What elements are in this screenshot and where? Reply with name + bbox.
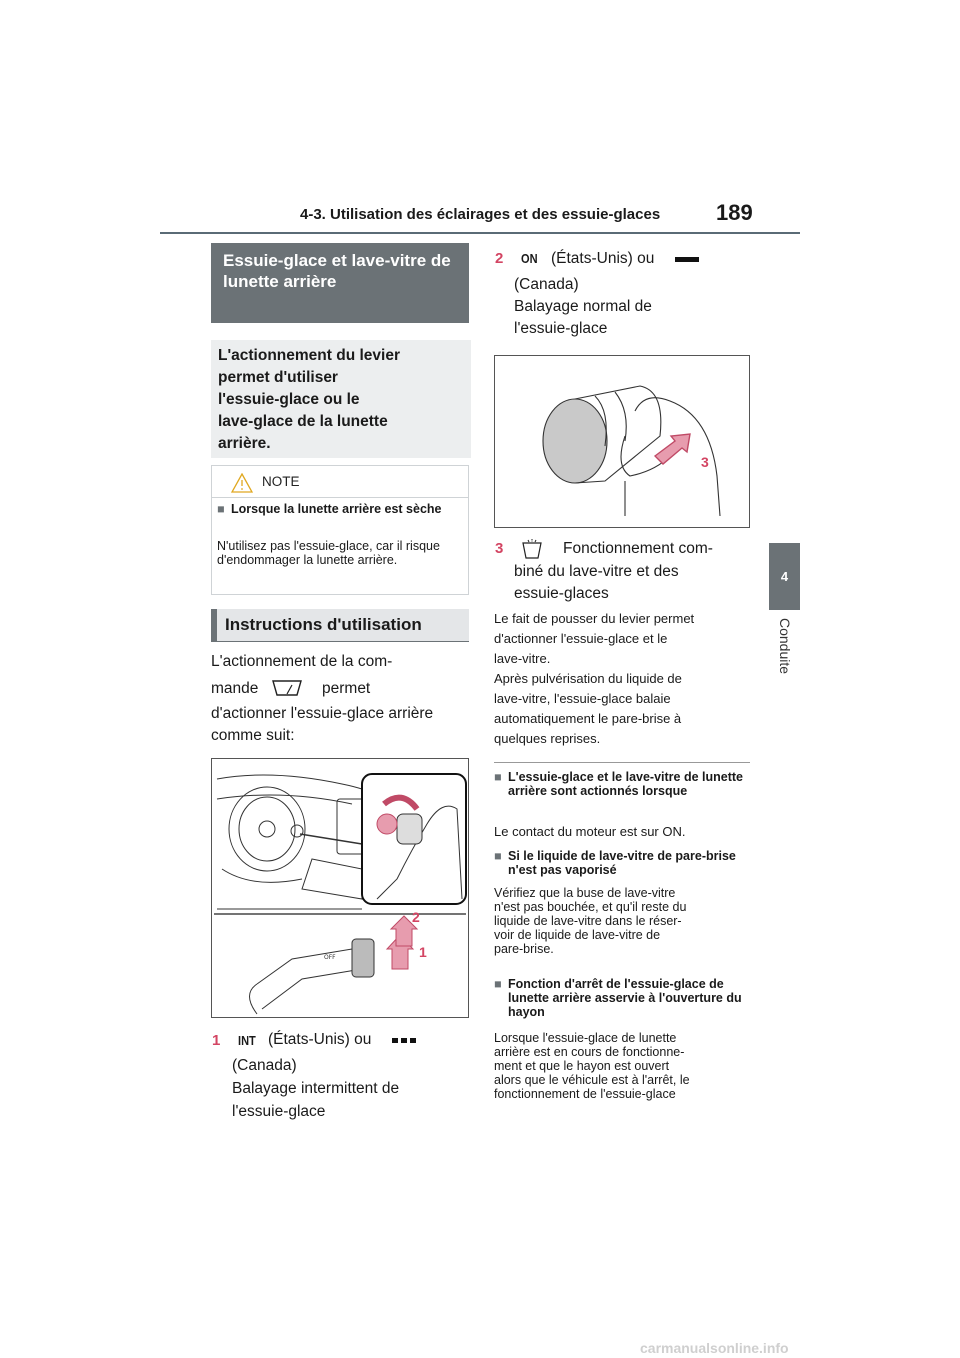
int-code-icon: INT xyxy=(238,1033,256,1048)
washer-spray-icon xyxy=(520,538,544,560)
lever-push-illustration xyxy=(494,355,750,528)
step-description: (Canada) Balayage intermittent de l'essuie-glace xyxy=(232,1057,400,1120)
chapter-tab: 4 xyxy=(769,543,800,610)
note-text: Lorsque l'essuie-glace de lunette arrière est en cours de fonctionne- ment et que le hayon est ouvert alors que le véhicule est à l'arrêt, le fonctionnement de l'essuie-glace xyxy=(494,1031,690,1101)
step-description: (Canada) Balayage normal de l'essuie-glace xyxy=(514,276,652,337)
body-line: mande xyxy=(211,680,259,697)
bullet-square-icon: ■ xyxy=(217,502,225,516)
step-text: Fonctionnement com- xyxy=(563,540,713,557)
callout-2: 2 xyxy=(412,909,420,925)
header-divider xyxy=(160,232,800,234)
step-description: biné du lave-vitre et des essuie-glaces xyxy=(514,563,679,602)
body-line: comme suit: xyxy=(211,727,295,744)
section-title: 4-3. Utilisation des éclairages et des essuie-glaces xyxy=(300,206,661,223)
svg-text:OFF: OFF xyxy=(324,954,336,961)
note-label: NOTE xyxy=(262,474,300,489)
section-heading: Essuie-glace et lave-vitre de lunette arrière xyxy=(211,243,469,323)
footer-watermark[interactable]: carmanualsonline.info xyxy=(640,1340,789,1356)
note-header xyxy=(212,466,468,498)
note-title: ■ Si le liquide de lave-vitre de pare-brise n'est pas vaporisé xyxy=(494,849,736,877)
on-code-icon: ON xyxy=(521,251,538,266)
note-title: ■ Fonction d'arrêt de l'essuie-glace de lunette arrière asservie à l'ouverture du hayon xyxy=(494,977,742,1019)
callout-3: 3 xyxy=(701,454,709,470)
warning-triangle-icon xyxy=(231,473,253,493)
note-text: N'utilisez pas l'essuie-glace, car il risque d'endommager la lunette arrière. xyxy=(217,539,440,567)
step-text: (États-Unis) ou xyxy=(551,250,655,267)
hand-lever-drawing xyxy=(495,356,749,527)
bullet-square-icon: ■ xyxy=(494,977,502,991)
page-number: 189 xyxy=(716,200,753,225)
body-paragraph: Le fait de pousser du levier permet d'actionner l'essuie-glace et le lave-vitre. xyxy=(494,611,695,666)
body-line: d'actionner l'essuie-glace arrière xyxy=(211,705,434,722)
bullet-square-icon: ■ xyxy=(494,770,502,784)
step-number: 2 xyxy=(495,250,504,267)
note-box xyxy=(211,465,469,595)
intermittent-dashes-icon xyxy=(392,1038,416,1044)
step-number: 1 xyxy=(212,1032,221,1049)
rear-window-icon xyxy=(270,678,304,698)
body-line: permet xyxy=(322,680,371,697)
dashboard-lever-drawing xyxy=(212,759,468,1017)
instructions-heading: Instructions d'utilisation xyxy=(211,609,469,642)
body-line: L'actionnement de la com- xyxy=(211,653,393,670)
bullet-square-icon: ■ xyxy=(494,849,502,863)
body-paragraph: Après pulvérisation du liquide de lave-vitre, l'essuie-glace balaie automatiquement le pare-brise à quelques reprises. xyxy=(494,671,682,746)
step-text: (États-Unis) ou xyxy=(268,1031,372,1048)
callout-1: 1 xyxy=(419,944,427,960)
continuous-bar-icon xyxy=(675,257,699,263)
step-number: 3 xyxy=(495,540,504,557)
note-title: ■ L'essuie-glace et le lave-vitre de lunette arrière sont actionnés lorsque xyxy=(494,770,744,798)
note-title: ■ Lorsque la lunette arrière est sèche xyxy=(217,502,442,516)
wiper-lever-illustration xyxy=(211,758,469,1018)
intro-box: L'actionnement du levier permet d'utiliser l'essuie-glace ou le lave-glace de la lunette arrière. xyxy=(211,340,471,458)
divider xyxy=(494,762,750,763)
note-text: Vérifiez que la buse de lave-vitre n'est pas bouchée, et qu'il reste du liquide de lave-vitre dans le réser- voir de liquide de lave-vitre de pare-brise. xyxy=(494,886,687,956)
note-text: Le contact du moteur est sur ON. xyxy=(494,824,686,839)
chapter-label: Conduite xyxy=(777,618,793,675)
